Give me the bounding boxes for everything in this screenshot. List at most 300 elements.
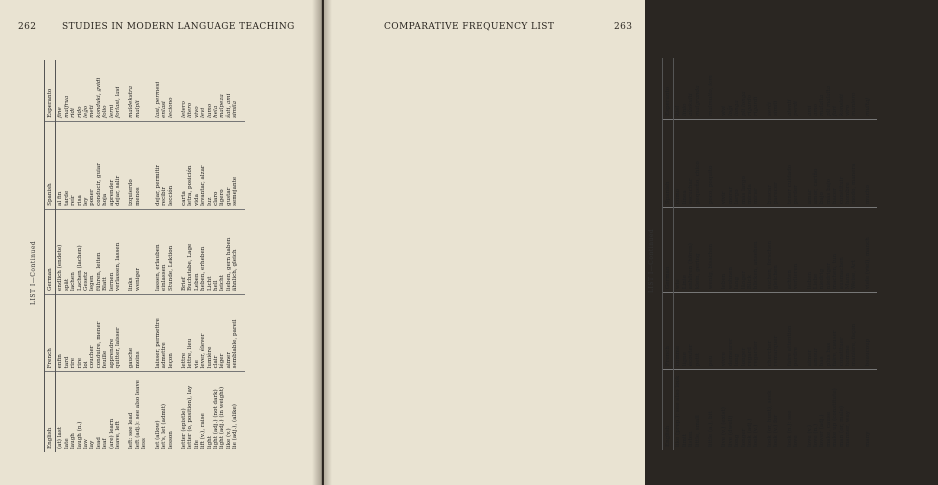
- english-cell: [56, 372, 128, 452]
- spanish-cell: [720, 119, 765, 207]
- entry-text: light: [206, 435, 213, 449]
- entry-text: listen: [688, 431, 695, 447]
- table-row: [707, 58, 720, 450]
- entry-text: (are) learn: [108, 418, 115, 449]
- entry-text: constituer: [838, 337, 845, 367]
- group-spacer: [800, 211, 805, 289]
- entry-text: hombre: [844, 182, 851, 205]
- entry-text: forlasi, lasi: [115, 86, 122, 118]
- entry-text: leave, left: [115, 421, 122, 449]
- entry-text: viro: [844, 104, 851, 116]
- entry-text: Lachen (lachen): [76, 245, 83, 291]
- entry-text: make up (constitute): [832, 388, 839, 447]
- entry-text: loĝi: [727, 105, 734, 116]
- spanish-cell: [786, 119, 806, 207]
- entry-text: perder: [793, 185, 800, 205]
- entry-text: Weise, Art: [851, 260, 858, 290]
- entry-text: folio: [102, 105, 109, 118]
- entry-text: lieben, gern haben: [225, 237, 232, 291]
- entry-text: linio: [681, 103, 688, 116]
- col-header-french: French: [45, 294, 56, 371]
- english-cell: [674, 370, 707, 450]
- entry-text: lieben: [806, 271, 813, 290]
- entry-text: rigardo: [747, 94, 754, 116]
- group-spacer: [780, 373, 785, 447]
- entry-text: gauche: [128, 347, 135, 369]
- left-running-title: LIST I—Continued: [30, 240, 37, 305]
- entry-text: anhören (hören): [688, 243, 695, 290]
- entry-text: lift (v.), raise: [200, 413, 207, 449]
- entry-text: faire, causer: [832, 330, 839, 367]
- entry-text: amor, cariño: [812, 168, 819, 205]
- entry-text: vivir: [721, 191, 728, 205]
- entry-text: Gesetz: [83, 271, 90, 291]
- group-spacer: [174, 375, 179, 449]
- entry-text: Linie: [681, 275, 688, 290]
- entry-text: links: [128, 277, 135, 291]
- group-spacer: [760, 373, 765, 447]
- left-table-body: [56, 60, 245, 452]
- entry-text: Buchstabe, Lage: [187, 243, 194, 291]
- entry-text: wie: [675, 279, 682, 290]
- entry-text: make, cause: [825, 411, 832, 447]
- entry-text: look (v.): [753, 424, 760, 447]
- table-row: [766, 58, 786, 450]
- entry-text: love: [793, 435, 800, 447]
- entry-text: light (adj.) (in weight): [219, 386, 226, 449]
- french-cell: [180, 294, 245, 371]
- german-cell: [720, 208, 765, 293]
- group-spacer: [148, 375, 153, 449]
- group-spacer: [871, 296, 876, 366]
- group-spacer: [121, 125, 126, 206]
- entry-text: bajo: [819, 192, 826, 205]
- table-row: [864, 58, 877, 450]
- spanish-cell: [674, 119, 707, 207]
- group-spacer: [800, 123, 805, 204]
- entry-text: reír: [70, 195, 77, 206]
- entry-text: tener cuidado: [786, 164, 793, 205]
- group-spacer: [714, 61, 719, 116]
- entry-text: faire attention: [786, 325, 793, 367]
- entry-text: lever, élever: [200, 333, 207, 369]
- entry-text: écouter: [688, 344, 695, 367]
- table-row: [674, 58, 707, 450]
- group-spacer: [760, 211, 765, 289]
- group-spacer: [780, 296, 785, 366]
- entry-text: Brief: [180, 276, 187, 291]
- entry-text: Blick: [747, 275, 754, 290]
- entry-text: like (v.): [225, 428, 232, 449]
- entry-text: morar: [727, 186, 734, 205]
- english-cell: [127, 372, 153, 452]
- entry-text: feuille: [102, 350, 109, 369]
- entry-text: lección: [167, 185, 174, 206]
- german-cell: [864, 208, 877, 293]
- entry-text: führen, leiten: [95, 252, 102, 291]
- entry-text: aimer: [806, 349, 813, 367]
- entry-text: litero: [187, 102, 194, 118]
- entry-text: plus bas: [825, 342, 832, 367]
- french-cell: [154, 294, 180, 371]
- group-spacer: [800, 373, 805, 447]
- entry-text: multaj: [864, 97, 871, 116]
- entry-text: vivi: [721, 106, 728, 116]
- french-cell: [127, 294, 153, 371]
- entry-text: viele (viel), manch: [864, 237, 871, 290]
- entry-text: hell: [212, 280, 219, 291]
- group-spacer: [239, 63, 244, 118]
- entry-text: aŭskulti: [688, 93, 695, 116]
- english-cell: [864, 370, 877, 450]
- french-cell: [56, 294, 128, 371]
- entry-text: ligero: [219, 189, 226, 206]
- entry-text: lumo: [206, 103, 213, 118]
- group-spacer: [239, 298, 244, 368]
- german-cell: [56, 209, 128, 294]
- entry-text: letter (o, position), lay: [187, 385, 194, 449]
- table-row: [720, 58, 765, 450]
- entry-text: petit: [694, 353, 701, 367]
- german-cell: [786, 208, 806, 293]
- entry-text: hoja: [102, 193, 109, 206]
- group-spacer: [121, 213, 126, 291]
- entry-text: línea: [681, 190, 688, 205]
- entry-text: endlich (endete): [57, 244, 64, 291]
- entry-text: simili: [773, 100, 780, 116]
- entry-text: wenig, bisschen: [708, 243, 715, 290]
- entry-text: let's, let (admit): [161, 403, 168, 449]
- group-spacer: [714, 373, 719, 447]
- entry-text: heben, erheben: [200, 246, 207, 291]
- entry-text: letero: [180, 101, 187, 118]
- group-spacer: [141, 63, 146, 118]
- entry-text: loi: [83, 361, 90, 369]
- entry-text: Liebe: [812, 273, 819, 290]
- spanish-cell: [56, 121, 128, 209]
- entry-text: longer: [740, 347, 747, 367]
- entry-text: laugh: [70, 433, 77, 449]
- entry-text: parecer: [773, 182, 780, 205]
- entry-text: como: [675, 188, 682, 205]
- col-header-esperanto: Esperanto: [663, 58, 674, 119]
- entry-text: wohnen: [727, 266, 734, 290]
- english-cell: [720, 370, 765, 450]
- col-header-spanish: Spanish: [663, 119, 674, 207]
- french-cell: [766, 293, 786, 370]
- entry-text: izquierdo: [128, 179, 135, 206]
- entry-text: leicht: [219, 275, 226, 291]
- entry-text: länger: [740, 270, 747, 290]
- entry-text: malmulto, iom: [708, 75, 715, 116]
- table-row: [180, 60, 245, 452]
- entry-text: moins: [134, 351, 141, 369]
- entry-text: late: [63, 438, 70, 449]
- entry-text: life: [193, 440, 200, 449]
- entry-text: verlassen, lassen: [115, 242, 122, 291]
- group-spacer: [858, 296, 863, 366]
- entry-text: rigardi: [753, 96, 760, 116]
- table-row: [56, 60, 128, 452]
- left-frequency-table: [44, 60, 245, 452]
- entry-text: perdre: [793, 347, 800, 367]
- french-cell: [707, 293, 720, 370]
- entry-text: aprender: [108, 179, 115, 206]
- entry-text: live (dwell): [727, 415, 734, 447]
- right-rotated-table: [648, 58, 938, 458]
- entry-text: look (v.) for: [773, 414, 780, 447]
- entry-text: amour: [812, 347, 819, 367]
- entry-text: rire: [70, 357, 77, 369]
- entry-text: lettre: [180, 352, 187, 369]
- english-cell: [806, 370, 864, 450]
- entry-text: ähnlich, gleich: [232, 249, 239, 291]
- entry-text: enfin: [57, 354, 64, 369]
- group-spacer: [714, 211, 719, 289]
- english-cell: [180, 372, 245, 452]
- entry-text: lasi, permesi: [154, 81, 161, 118]
- group-spacer: [760, 123, 765, 204]
- col-header-esperanto: Esperanto: [45, 60, 56, 121]
- entry-text: chercher: [766, 340, 773, 367]
- group-spacer: [800, 61, 805, 116]
- entry-text: regard: [747, 347, 754, 367]
- group-spacer: [701, 123, 706, 204]
- entry-text: tard: [63, 356, 70, 369]
- entry-text: pli malalta: [825, 85, 832, 116]
- entry-text: little, small: [694, 415, 701, 447]
- entry-text: admettre: [161, 342, 168, 369]
- group-spacer: [760, 61, 765, 116]
- entry-text: lachen: [70, 272, 77, 291]
- entry-text: mirar: [753, 188, 760, 205]
- left-page-header: STUDIES IN MODERN LANGUAGE TEACHING: [62, 22, 295, 32]
- entry-text: lang: [734, 276, 741, 290]
- entry-text: fine: [57, 107, 64, 118]
- group-spacer: [174, 63, 179, 118]
- left-page: [0, 0, 322, 485]
- german-cell: [127, 209, 153, 294]
- group-spacer: [871, 373, 876, 447]
- entry-text: conducir, guiar: [95, 163, 102, 206]
- entry-text: love (v.): [806, 424, 813, 447]
- entry-text: Stunde, Lektion: [167, 245, 174, 291]
- entry-text: lie (adj.), (alike): [232, 404, 239, 449]
- right-table-body: [674, 58, 877, 450]
- german-cell: [766, 208, 786, 293]
- book-gutter: [312, 0, 332, 485]
- left-page-number: 262: [18, 22, 37, 32]
- group-spacer: [239, 375, 244, 449]
- entry-text: vivo: [193, 106, 200, 118]
- entry-text: hacer: [832, 188, 839, 205]
- esperanto-cell: [674, 58, 707, 119]
- entry-text: ŝati, ami: [225, 93, 232, 118]
- german-cell: [154, 209, 180, 294]
- entry-text: ley: [83, 197, 90, 206]
- english-cell: [766, 370, 786, 450]
- entry-text: machen, tun: [832, 253, 839, 290]
- entry-text: modo, manera: [851, 163, 858, 205]
- french-cell: [720, 293, 765, 370]
- entry-text: levi: [200, 107, 207, 118]
- entry-text: rire: [76, 357, 83, 369]
- entry-text: spät: [63, 278, 70, 291]
- entry-text: homme: [844, 345, 851, 367]
- group-spacer: [871, 61, 876, 116]
- table-row: [786, 58, 806, 450]
- french-cell: [806, 293, 864, 370]
- group-spacer: [714, 123, 719, 204]
- entry-text: perdi: [793, 101, 800, 116]
- french-cell: [864, 293, 877, 370]
- group-spacer: [760, 296, 765, 366]
- entry-text: let (allow): [154, 420, 161, 449]
- esperanto-cell: [707, 58, 720, 119]
- entry-text: live (v.) (exist): [721, 407, 728, 447]
- entry-text: like (prep.): see also look: [675, 375, 682, 447]
- table-row: [127, 60, 153, 452]
- entry-text: look (n.): see: [786, 410, 793, 447]
- entry-text: recibir: [161, 186, 168, 206]
- entry-text: luz: [206, 197, 213, 206]
- right-page-header: COMPARATIVE FREQUENCY LIST: [384, 22, 555, 32]
- entry-text: poco, poquito: [708, 165, 715, 205]
- entry-text: coucher: [89, 345, 96, 369]
- entry-text: niedrig: [819, 268, 826, 290]
- entry-text: amar: [806, 189, 813, 205]
- col-header-spanish: Spanish: [45, 121, 56, 209]
- entry-text: longer: [740, 428, 747, 447]
- esperanto-cell: [154, 60, 180, 121]
- spanish-cell: [127, 121, 153, 209]
- group-spacer: [121, 63, 126, 118]
- entry-text: malfrua: [63, 95, 70, 118]
- entry-text: verlieren: [793, 263, 800, 290]
- group-spacer: [871, 211, 876, 289]
- entry-text: aimer: [225, 351, 232, 369]
- english-cell: [707, 370, 720, 450]
- entry-text: lassen, erlauben: [154, 244, 161, 291]
- group-spacer: [141, 213, 146, 291]
- entry-text: man (or, male): [838, 405, 845, 447]
- entry-text: serĉi: [766, 102, 773, 116]
- entry-text: lerni: [108, 104, 115, 118]
- entry-text: atenti: [786, 99, 793, 116]
- entry-text: law: [83, 439, 90, 449]
- entry-text: semblable, pareil: [232, 319, 239, 369]
- spanish-cell: [180, 121, 245, 209]
- esperanto-cell: [786, 58, 806, 119]
- group-spacer: [780, 61, 785, 116]
- group-spacer: [871, 123, 876, 204]
- entry-text: left: see lead: [128, 412, 135, 449]
- entry-text: más largo: [740, 176, 747, 205]
- entry-text: bas: [819, 356, 826, 367]
- group-spacer: [174, 213, 179, 291]
- entry-text: long: [734, 353, 741, 367]
- esperanto-cell: [127, 60, 153, 121]
- entry-text: levantar, alzar: [200, 165, 207, 206]
- entry-text: pli longa: [740, 91, 747, 116]
- entry-text: leben: [721, 273, 728, 290]
- entry-text: más bajo: [825, 178, 832, 205]
- french-cell: [674, 293, 707, 370]
- entry-text: achten: [786, 270, 793, 290]
- english-cell: [786, 370, 806, 450]
- col-header-german: German: [663, 208, 674, 293]
- entry-text: little (a.), bit: [708, 411, 715, 447]
- right-frequency-table: [662, 58, 877, 450]
- entry-text: peu: [708, 355, 715, 367]
- group-spacer: [121, 298, 126, 368]
- group-spacer: [141, 298, 146, 368]
- entry-text: vida: [193, 194, 200, 206]
- entry-text: laugh (n.): [76, 421, 83, 449]
- esperanto-cell: [180, 60, 245, 121]
- entry-text: mucho: [864, 185, 871, 205]
- entry-text: poner: [89, 189, 96, 206]
- entry-text: dejar, permitir: [154, 164, 161, 206]
- entry-text: lettre, lieu: [187, 338, 194, 369]
- group-spacer: [174, 298, 179, 368]
- entry-text: al fin: [57, 191, 64, 206]
- group-spacer: [701, 61, 706, 116]
- entry-text: ridi: [70, 108, 77, 118]
- entry-text: Blatt: [102, 277, 109, 291]
- col-header-english: English: [663, 370, 674, 450]
- entry-text: meti: [89, 105, 96, 118]
- entry-text: buscar: [766, 184, 773, 205]
- entry-text: remarquer: [773, 335, 780, 367]
- entry-text: claro: [212, 191, 219, 206]
- entry-text: letra, posición: [187, 165, 194, 206]
- entry-text: left (adj.): see also leave: [134, 380, 141, 449]
- group-spacer: [141, 125, 146, 206]
- entry-text: carta: [180, 191, 187, 206]
- entry-text: lesson: [167, 431, 174, 449]
- spanish-cell: [864, 119, 877, 207]
- group-spacer: [858, 123, 863, 204]
- entry-text: ami: [806, 105, 813, 116]
- esperanto-cell: [864, 58, 877, 119]
- esperanto-cell: [806, 58, 864, 119]
- entry-text: dejar, salir: [115, 175, 122, 206]
- entry-text: malalta: [819, 94, 826, 116]
- entry-text: semejante: [232, 176, 239, 206]
- group-spacer: [701, 296, 706, 366]
- entry-text: apprendre: [108, 338, 115, 369]
- entry-text: kiel: [675, 105, 682, 116]
- group-spacer: [121, 375, 126, 449]
- entry-text: malpeza: [219, 94, 226, 118]
- entry-text: Leben: [193, 273, 200, 291]
- entry-text: pequeño, chico: [694, 161, 701, 205]
- entry-text: risa: [76, 195, 83, 206]
- spanish-cell: [707, 119, 720, 207]
- entry-text: amo: [812, 103, 819, 116]
- right-page: [324, 0, 871, 485]
- entry-text: malpli: [134, 100, 141, 118]
- entry-text: beaucoup: [864, 338, 871, 367]
- german-cell: [180, 209, 245, 294]
- entry-text: leciono: [167, 97, 174, 118]
- entry-text: manière, façon: [851, 323, 858, 367]
- spanish-cell: [766, 119, 786, 207]
- entry-text: hela: [212, 105, 219, 118]
- entry-text: conduire, mener: [95, 321, 102, 369]
- table-row: [154, 60, 180, 452]
